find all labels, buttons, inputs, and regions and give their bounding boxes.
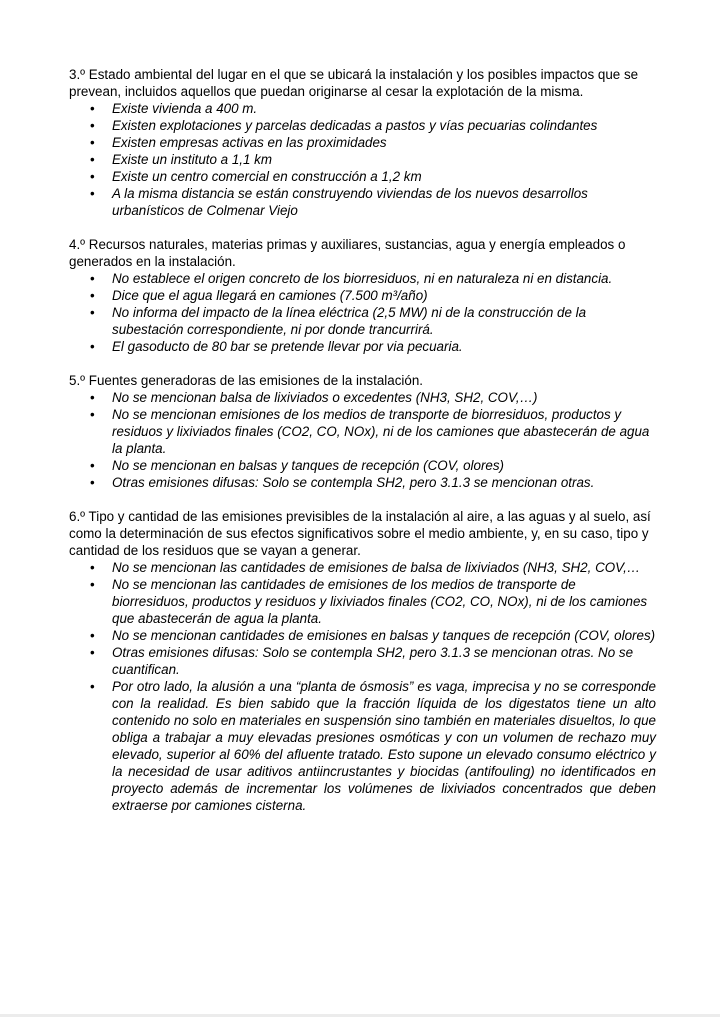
list-item: • Existen empresas activas en las proximidades xyxy=(112,134,656,151)
list-item: • Existe un instituto a 1,1 km xyxy=(112,151,656,168)
list-item: • No se mencionan cantidades de emisiones en balsas y tanques de recepción (COV, olores) xyxy=(112,627,656,644)
section-6 xyxy=(69,508,656,814)
section-4 xyxy=(69,236,656,355)
section-3 xyxy=(69,66,656,219)
section-heading: 4.º Recursos naturales, materias primas y auxiliares, sustancias, agua y energía empleados o generados en la instalación. xyxy=(69,237,626,269)
list-item: • Otras emisiones difusas: Solo se contempla SH2, pero 3.1.3 se mencionan otras. No se cuantifican. xyxy=(112,644,656,678)
bullet-list xyxy=(69,559,656,814)
section-heading: 5.º Fuentes generadoras de las emisiones de la instalación. xyxy=(69,373,424,388)
list-item: • A la misma distancia se están construyendo viviendas de los nuevos desarrollos urbanísticos de Colmenar Viejo xyxy=(112,185,656,219)
section-5 xyxy=(69,372,656,491)
list-item: • Existe un centro comercial en construcción a 1,2 km xyxy=(112,168,656,185)
list-item: • No informa del impacto de la línea eléctrica (2,5 MW) ni de la construcción de la subestación correspondiente, ni por donde trancurrirá. xyxy=(112,304,656,338)
bullet-list xyxy=(69,270,656,355)
list-item: • No se mencionan balsa de lixiviados o excedentes (NH3, SH2, COV,…) xyxy=(112,389,656,406)
list-item: • No establece el origen concreto de los biorresiduos, ni en naturaleza ni en distancia. xyxy=(112,270,656,287)
list-item: • Existe vivienda a 400 m. xyxy=(112,100,656,117)
list-item: • No se mencionan las cantidades de emisiones de los medios de transporte de biorresiduos, productos y residuos y lixiviados finales (CO2, CO, NOx), ni de los camiones que abastecerán de agua la planta. xyxy=(112,576,656,627)
list-item: • No se mencionan en balsas y tanques de recepción (COV, olores) xyxy=(112,457,656,474)
section-heading: 3.º Estado ambiental del lugar en el que se ubicará la instalación y los posibles impactos que se prevean, incluidos aquellos que puedan originarse al cesar la explotación de la misma. xyxy=(69,67,639,99)
list-item: • Dice que el agua llegará en camiones (7.500 m³/año) xyxy=(112,287,656,304)
section-heading: 6.º Tipo y cantidad de las emisiones previsibles de la instalación al aire, a las aguas y al suelo, así como la determinación de sus efectos significativos sobre el medio ambiente, y, en su caso, tipo y cantidad de los residuos que se vayan a generar. xyxy=(69,509,651,558)
list-item: • No se mencionan las cantidades de emisiones de balsa de lixiviados (NH3, SH2, COV,… xyxy=(112,559,656,576)
list-item: • Otras emisiones difusas: Solo se contempla SH2, pero 3.1.3 se mencionan otras. xyxy=(112,474,656,491)
list-item: • Por otro lado, la alusión a una “planta de ósmosis” es vaga, imprecisa y no se corresponde con la realidad. Es bien sabido que la fracción líquida de los digestatos tiene un alto contenido no solo en materiales en suspensión sino también en materiales disueltos, lo que obliga a trabajar a muy elevadas presiones osmóticas y con un volumen de rechazo muy elevado, superior al 60% del afluente tratado. Esto supone un elevado consumo eléctrico y la necesidad de usar aditivos antiincrustantes y biocidas (antifouling) no identificados en proyecto además de incrementar los volúmenes de lixiviados concentrados que deben extraerse por camiones cisterna. xyxy=(112,678,656,814)
list-item: • El gasoducto de 80 bar se pretende llevar por via pecuaria. xyxy=(112,338,656,355)
bullet-list xyxy=(69,389,656,491)
bullet-list xyxy=(69,100,656,219)
list-item: • Existen explotaciones y parcelas dedicadas a pastos y vías pecuarias colindantes xyxy=(112,117,656,134)
list-item: • No se mencionan emisiones de los medios de transporte de biorresiduos, productos y residuos y lixiviados finales (CO2, CO, NOx), ni de los camiones que abastecerán de agua la planta. xyxy=(112,406,656,457)
